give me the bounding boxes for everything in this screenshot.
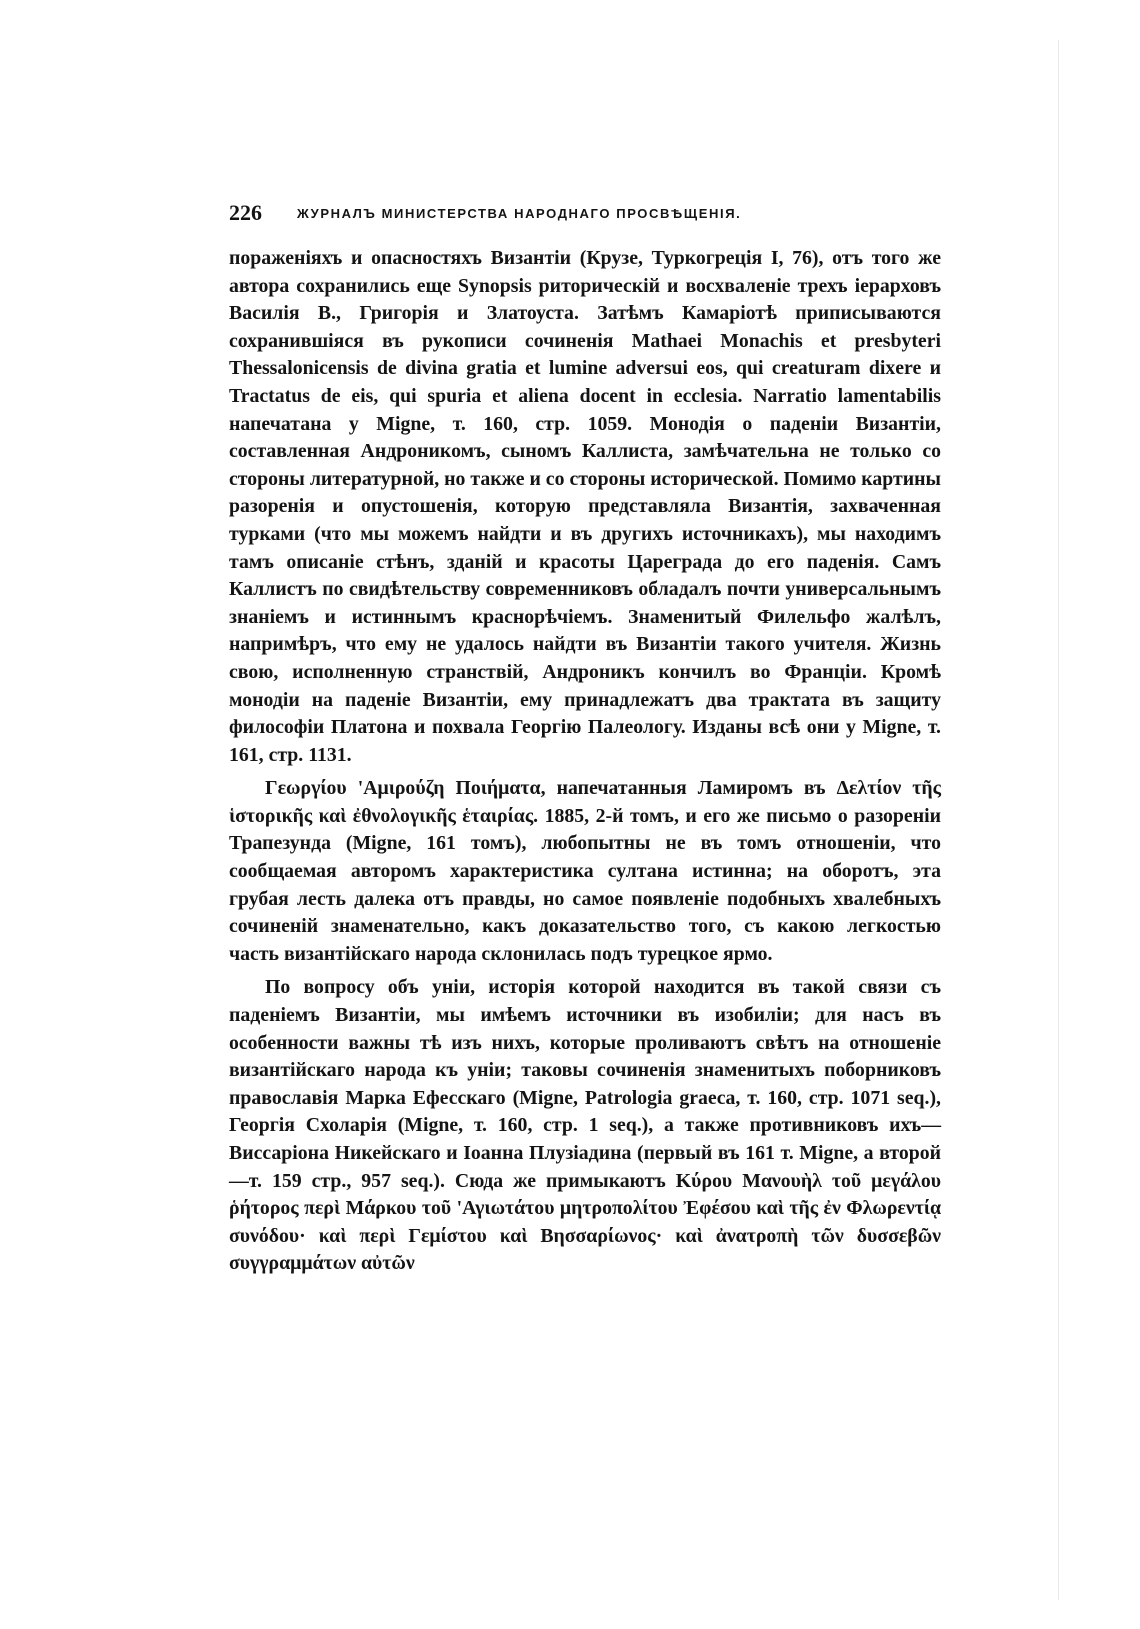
paragraph: Γεωργίου 'Αμιρούζη Ποιήματα, напечатанныя Ламиромъ въ Δελτίον τῆς ἱστορικῆς καὶ ἐθνολογικῆς ἑταιρίας. 1885, 2-й томъ, и его же письмо о разореніи Трапезунда (Migne, 161 томъ), любопытны не въ томъ отношеніи, что сообщаемая авторомъ характеристика султана истинна; на оборотъ, эта грубая лесть далека отъ правды, но самое появленіе подобныхъ хвалебныхъ сочиненій знаменательно, какъ доказательство того, съ какою легкостью часть византійскаго народа склонилась подъ турецкое ярмо. bbox=[229, 777, 941, 965]
page-number: 226 bbox=[229, 200, 262, 225]
paragraph: пораженіяхъ и опасностяхъ Византіи (Крузе, Туркогреція I, 76), отъ того же автора сохранились еще Synopsis риторическій и восхваленіе трехъ іерарховъ Василія В., Григорія и Златоуста. Затѣмъ Камаріотѣ приписываются сохранившіяся въ рукописи сочиненія Mathaei Monachis et presbyteri Thessalonicensis de divina gratia et lumine adversui eos, qui creaturam dixere и Tractatus de eis, qui spuria et aliena docent in ecclesia. Narratio lamentabilis напечатана у Migne, т. 160, стр. 1059. Монодія о паденіи Византіи, составленная Андроникомъ, сыномъ Каллиста, замѣчательна не только со стороны литературной, но также и со стороны исторической. Помимо картины разоренія и опустошенія, которую представляла Византія, захваченная турками (что мы можемъ найдти и въ другихъ источникахъ), мы находимъ тамъ описаніе стѣнъ, зданій и красоты Цареграда до его паденія. Самъ Каллистъ по свидѣтельству современниковъ обладалъ почти универсальнымъ знаніемъ и истиннымъ краснорѣчіемъ. Знаменитый Филельфо жалѣлъ, напримѣръ, что ему не удалось найдти въ Византіи такого учителя. Жизнь свою, исполненную странствій, Андроникъ кончилъ во Франціи. Кромѣ монодіи на паденіе Византіи, ему принадлежатъ два трактата въ защиту философіи Платона и похвала Георгію Палеологу. Изданы всѣ они у Migne, т. 161, стр. 1131. bbox=[229, 247, 941, 766]
paragraph: По вопросу объ уніи, исторія которой находится въ такой связи съ паденіемъ Византіи, мы имѣемъ источники въ изобиліи; для насъ въ особенности важны тѣ изъ нихъ, которые проливаютъ свѣтъ на отношеніе византійскаго народа къ уніи; таковы сочиненія знаменитыхъ поборниковъ православія Марка Ефесскаго (Migne, Patrologia graeca, т. 160, стр. 1071 seq.), Георгія Схоларія (Migne, т. 160, стр. 1 seq.), а также противниковъ ихъ—Виссаріона Никейскаго и Іоанна Плузіадина (первый въ 161 т. Migne, а второй—т. 159 стр., 957 seq.). Сюда же примыкаютъ Κύρου Μανουὴλ τοῦ μεγάλου ῥήτορος περὶ Μάρκου τοῦ 'Αγιωτάτου μητροπολίτου Ἐφέσου καὶ τῆς ἐν Φλωρεντίᾳ συνόδου· καὶ περὶ Γεμίστου καὶ Βησσαρίωνος· καὶ ἀνατροπὴ τῶν δυσσεβῶν συγγραμμάτων αὐτῶν bbox=[229, 976, 941, 1275]
running-head: ЖУРНАЛЪ МИНИСТЕРСТВА НАРОДНАГО ПРОСВѢЩЕНІЯ. bbox=[297, 206, 742, 221]
body-text bbox=[229, 245, 941, 1278]
page-header bbox=[229, 200, 869, 230]
page-edge bbox=[1058, 40, 1059, 1600]
